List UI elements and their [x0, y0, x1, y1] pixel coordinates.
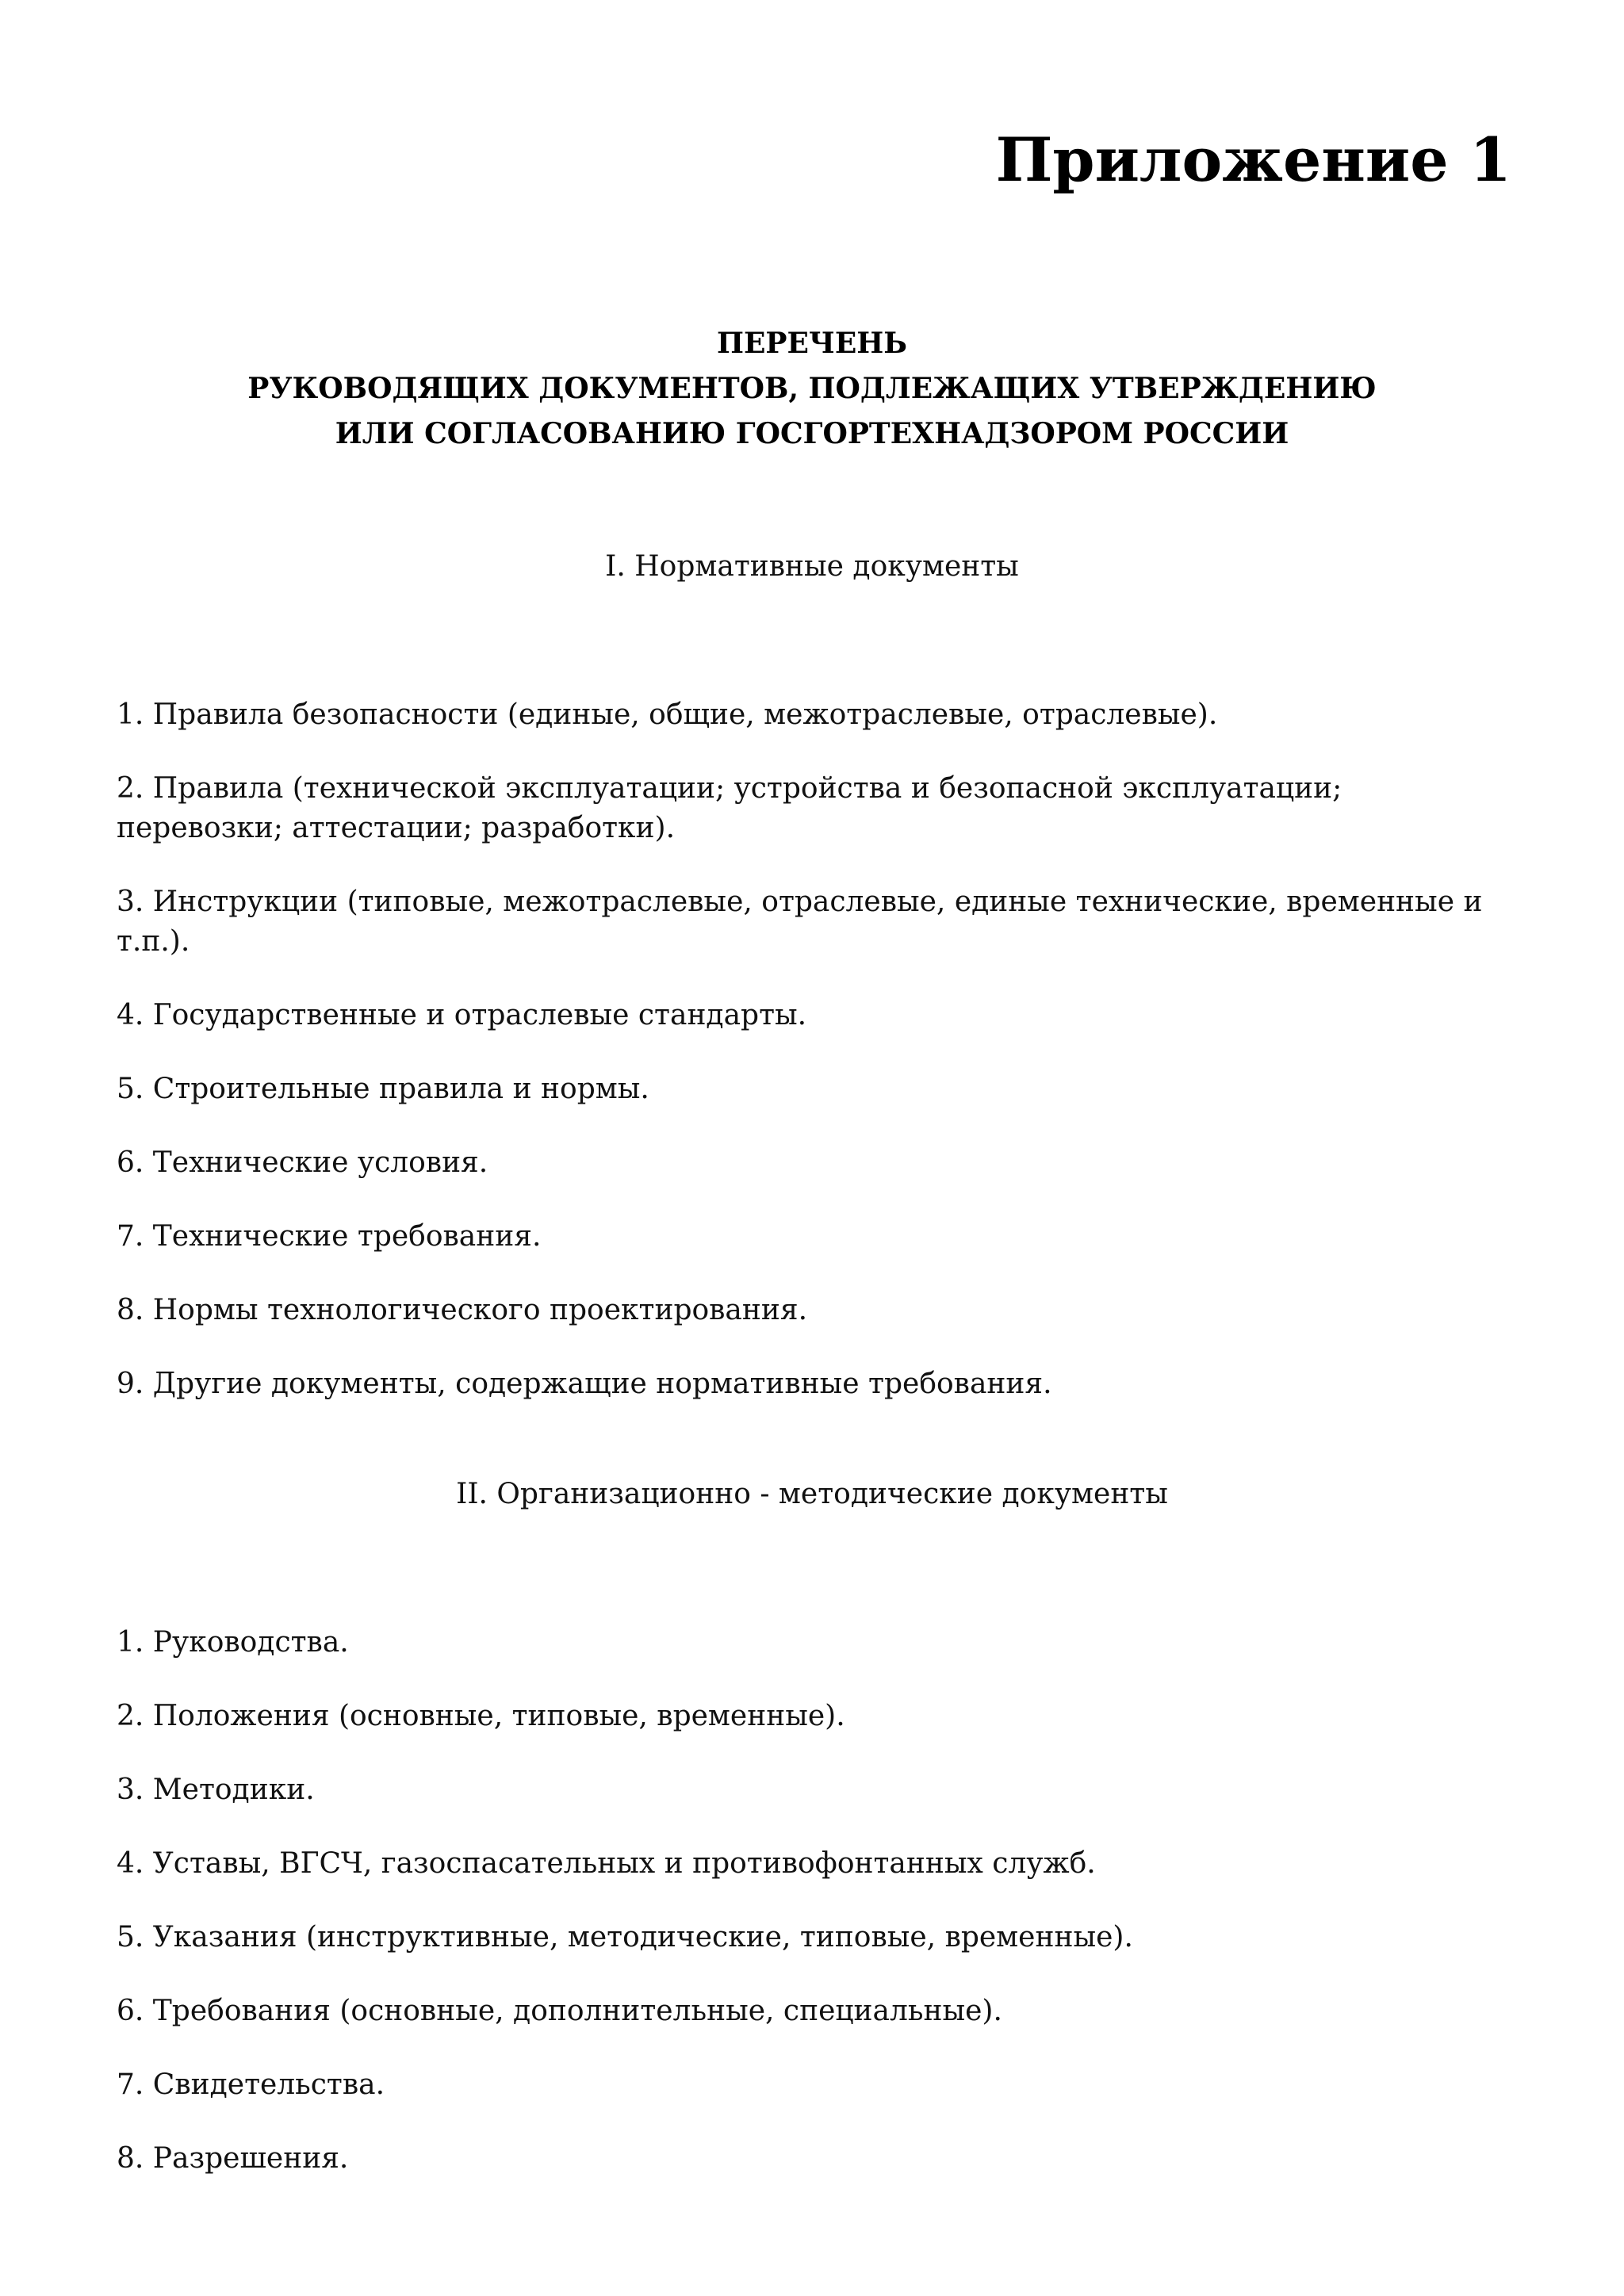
organizational-documents-list	[117, 1623, 1512, 2179]
normative-documents-list	[117, 695, 1512, 1404]
list-item: 9. Другие документы, содержащие нормативные требования.	[117, 1368, 1052, 1400]
list-item: 4. Государственные и отраслевые стандарты.	[117, 999, 807, 1031]
list-item: 6. Требования (основные, дополнительные, специальные).	[117, 1995, 1002, 2027]
list-item: 4. Уставы, ВГСЧ, газоспасательных и противофонтанных служб.	[117, 1847, 1096, 1880]
list-item: 6. Технические условия.	[117, 1146, 488, 1179]
list-item: 8. Нормы технологического проектирования.	[117, 1294, 808, 1326]
heading-line-1: ПЕРЕЧЕНЬ	[717, 327, 907, 360]
list-item: 7. Свидетельства.	[117, 2068, 385, 2101]
section-title-organizational: II. Организационно - методические документы	[456, 1478, 1168, 1510]
list-item: 5. Указания (инструктивные, методические, типовые, временные).	[117, 1921, 1133, 1954]
list-item: 3. Методики.	[117, 1774, 315, 1806]
list-item: 3. Инструкции (типовые, межотраслевые, отраслевые, единые технические, временные и т.п.).	[117, 886, 1483, 958]
appendix-title: Приложение 1	[995, 124, 1511, 195]
list-item: 1. Правила безопасности (единые, общие, межотраслевые, отраслевые).	[117, 698, 1218, 731]
section-title-normative: I. Нормативные документы	[605, 550, 1019, 583]
list-item: 7. Технические требования.	[117, 1220, 542, 1253]
list-item: 2. Правила (технической эксплуатации; устройства и безопасной эксплуатации; перевозки; аттестации; разработки).	[117, 772, 1342, 844]
heading-line-3: ИЛИ СОГЛАСОВАНИЮ ГОСГОРТЕХНАДЗОРОМ РОССИИ	[335, 417, 1289, 450]
list-item: 2. Положения (основные, типовые, временные).	[117, 1700, 845, 1732]
list-item: 5. Строительные правила и нормы.	[117, 1073, 649, 1105]
list-item: 8. Разрешения.	[117, 2142, 349, 2175]
list-item: 1. Руководства.	[117, 1626, 349, 1659]
document-heading	[0, 321, 1624, 457]
heading-line-2: РУКОВОДЯЩИХ ДОКУМЕНТОВ, ПОДЛЕЖАЩИХ УТВЕРЖДЕНИЮ	[247, 372, 1377, 405]
